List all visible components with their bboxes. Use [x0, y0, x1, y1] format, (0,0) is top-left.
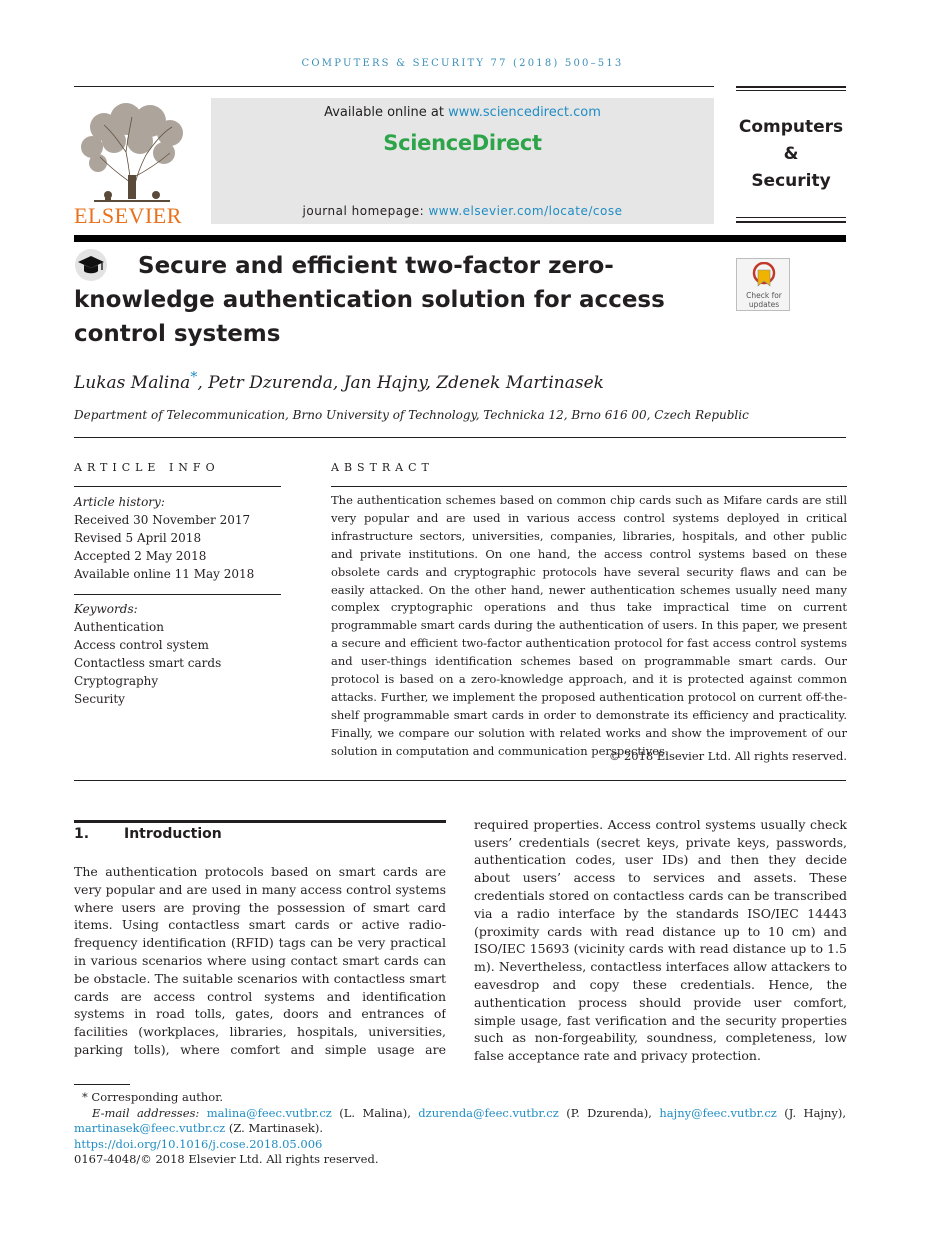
intro-paragraph-continued: required properties. Access control systems usually check users’ credentials (secret keys, private keys, passwords, authentication codes, user IDs) and then they decide about users’ access to services and assets. These credentials stored on contactless cards can be transcribed via a radio interface by the standards ISO/IEC 14443 (proximity cards with read distance up to 10 cm) and ISO/IEC 15693 (vicinity cards with read distance up to 1.5 m). Nevertheless, contactless interfaces allow attackers to eavesdrop and copy these credentials. Hence, the authentication process should provide user comfort, simple usage, fast verification and the security properties such as non-forgeability, soundness, completeness, low false acceptance rate and privacy protection. [474, 816, 847, 1064]
article-title: Secure and efficient two-factor zero-knowledge authentication solution for access control systems [74, 253, 665, 347]
corresponding-marker[interactable]: * [190, 369, 198, 386]
available-prefix: Available online at [324, 105, 449, 120]
intro-paragraph-continued-wrap [474, 816, 847, 1065]
journal-homepage [211, 204, 714, 218]
keywords [74, 600, 281, 708]
email-label: E-mail addresses: [92, 1105, 200, 1120]
journal-homepage-link[interactable]: www.elsevier.com/locate/cose [428, 204, 623, 218]
email-owner: (L. Malina), [339, 1105, 411, 1120]
check-line1: Check for [746, 291, 782, 300]
article-history [74, 493, 281, 583]
journal-rule-top [736, 86, 846, 88]
sciencedirect-link[interactable]: www.sciencedirect.com [448, 105, 601, 120]
abstract-divider [74, 780, 846, 781]
footnote-rule [74, 1084, 130, 1085]
journal-title-line2: & [783, 144, 799, 164]
author-list [74, 369, 846, 393]
intro-paragraph-2 [474, 1065, 847, 1066]
article-info-rule [74, 486, 281, 487]
email-addresses [74, 1106, 846, 1137]
running-head: COMPUTERS & SECURITY 77 (2018) 500–513 [301, 58, 624, 69]
body-column-left [74, 863, 446, 1058]
first-author: Lukas Malina [74, 373, 191, 393]
corresponding-note: * Corresponding author. [82, 1090, 224, 1104]
abstract-text: The authentication schemes based on common chip cards such as Mifare cards are still very popular and are used in various access control systems deployed in critical infrastructure sectors, universities, companies, libraries, hospitals, and other public and private institutions. On one hand, the access control systems based on these obsolete cards and cryptographic protocols have several security flaws and can be easily attacked. On the other hand, newer authentication schemes usually need many complex cryptographic operations and thus take impractical time on current programmable smart cards during the authentication of users. In this paper, we present a secure and efficient two-factor authentication protocol for fast access control systems and user-things identification schemes based on programmable smart cards. Our protocol is based on a zero-knowledge approach, and it is protected against common attacks. Further, we implement the proposed authentication protocol on current off-the-shelf programmable smart cards in order to demonstrate its efficiency and practicality. Finally, we compare our solution with related works and show the improvement of our solution in computation and communication perspectives. [331, 493, 847, 758]
journal-title-line3: Security [751, 171, 831, 191]
email-link[interactable]: hajny@feec.vutbr.cz [659, 1105, 777, 1120]
bookmark-icon [752, 262, 776, 290]
other-authors: , Petr Dzurenda, Jan Hajny, Zdenek Martinasek [197, 373, 604, 393]
doi-link[interactable]: https://doi.org/10.1016/j.cose.2018.05.006 [74, 1136, 323, 1151]
history-online: Available online 11 May 2018 [74, 567, 255, 581]
abstract-copyright: © 2018 Elsevier Ltd. All rights reserved. [608, 749, 847, 763]
email-link[interactable]: martinasek@feec.vutbr.cz [74, 1121, 226, 1135]
journal-rule-top-thin [736, 90, 846, 91]
intro-paragraph: The authentication protocols based on smart cards are very popular and are used in many access control systems where users are proving the possession of smart card items. Using contactless smart cards or active radio-frequency identification (RFID) tags can be very practical in various scenarios where using contact smart cards can be obstacle. The suitable scenarios with contactless smart cards are access control systems and identification systems in road tolls, gates, doors and entrances of facilities (workplaces, libraries, hospitals, universities, parking tolls), where comfort and simple usage are [74, 864, 446, 1057]
footnotes [74, 1090, 846, 1168]
history-received: Received 30 November 2017 [74, 513, 251, 527]
email-link[interactable]: dzurenda@feec.vutbr.cz [418, 1105, 559, 1120]
keyword: Contactless smart cards [74, 656, 222, 670]
abstract-rule [331, 486, 847, 487]
keyword: Access control system [74, 638, 209, 652]
email-owner: (J. Hajny), [784, 1105, 847, 1120]
keywords-label: Keywords: [74, 602, 138, 616]
elsevier-wordmark: ELSEVIER [74, 203, 182, 228]
banner-rule [74, 86, 714, 87]
header-divider [74, 235, 846, 242]
history-label: Article history: [74, 495, 165, 509]
article-info-label: ARTICLE INFO [74, 461, 220, 474]
homepage-prefix: journal homepage: [302, 204, 429, 218]
available-online [211, 105, 714, 120]
check-for-updates-button[interactable] [736, 258, 790, 311]
keywords-rule [74, 594, 281, 595]
history-accepted: Accepted 2 May 2018 [74, 549, 207, 563]
email-owner: (P. Dzurenda), [566, 1105, 652, 1120]
email-owner: (Z. Martinasek). [228, 1121, 324, 1135]
issn-line: 0167-4048/© 2018 Elsevier Ltd. All rights reserved. [74, 1152, 379, 1166]
journal-title [736, 114, 846, 195]
abstract-label: ABSTRACT [331, 461, 434, 474]
affiliation-divider [74, 437, 846, 438]
journal-title-line1: Computers [738, 117, 844, 137]
keyword: Cryptography [74, 674, 159, 688]
check-line2: updates [748, 300, 780, 309]
affiliation: Department of Telecommunication, Brno University of Technology, Technicka 12, Brno 616 00, Czech Republic [74, 408, 749, 422]
email-link[interactable]: malina@feec.vutbr.cz [206, 1105, 332, 1120]
keyword: Authentication [74, 620, 164, 634]
history-revised: Revised 5 April 2018 [74, 531, 202, 545]
section-title: Introduction [124, 826, 222, 842]
section-number: 1. [74, 826, 90, 842]
section-heading [74, 826, 222, 842]
body-column-right [474, 816, 847, 1066]
journal-rule-bottom [736, 221, 846, 223]
check-for-updates-label [737, 291, 791, 309]
sciencedirect-logo: ScienceDirect [383, 131, 542, 155]
sciencedirect-banner [211, 98, 714, 224]
journal-rule-bottom-thin [736, 217, 846, 218]
keyword: Security [74, 692, 125, 706]
section-heading-rule [74, 820, 446, 823]
